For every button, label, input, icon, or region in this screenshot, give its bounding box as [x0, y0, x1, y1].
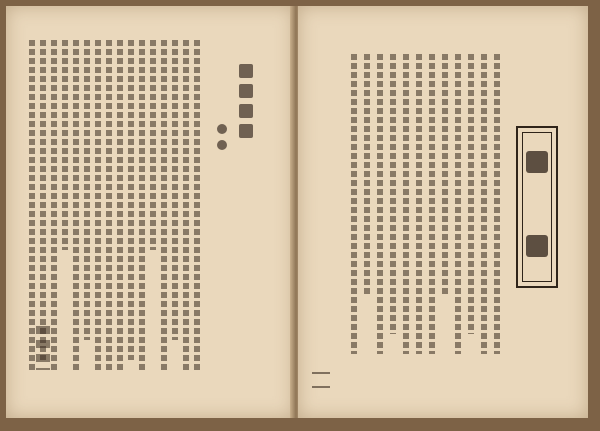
text-column: [494, 54, 500, 354]
text-column: [95, 40, 101, 370]
text-column: [442, 54, 448, 294]
text-column: [364, 54, 370, 294]
text-column: [29, 40, 35, 370]
text-column: [117, 40, 123, 370]
left-page: [6, 6, 294, 418]
chapter-heading-box: [516, 126, 558, 288]
text-column: [51, 40, 57, 370]
text-column: [84, 40, 90, 340]
author-line: [214, 124, 230, 184]
page-number: [312, 372, 330, 388]
text-column: [106, 40, 112, 370]
text-column: [40, 40, 46, 360]
running-footer: [36, 326, 50, 370]
text-column: [481, 54, 487, 354]
text-column: [403, 54, 409, 354]
text-column: [455, 54, 461, 354]
right-page: [298, 6, 588, 418]
text-column: [468, 54, 474, 334]
text-column: [150, 40, 156, 250]
text-column: [62, 40, 68, 250]
text-column: [172, 40, 178, 340]
text-column: [161, 40, 167, 370]
text-column: [429, 54, 435, 354]
section-title: [238, 64, 254, 182]
text-column: [416, 54, 422, 354]
text-column: [73, 40, 79, 370]
text-column: [139, 40, 145, 370]
text-column: [390, 54, 396, 334]
text-column: [183, 40, 189, 370]
heading-glyph-2: [526, 235, 548, 257]
text-column: [377, 54, 383, 354]
text-column: [128, 40, 134, 360]
text-column: [351, 54, 357, 354]
text-column: [194, 40, 200, 370]
heading-glyph-1: [526, 151, 548, 173]
